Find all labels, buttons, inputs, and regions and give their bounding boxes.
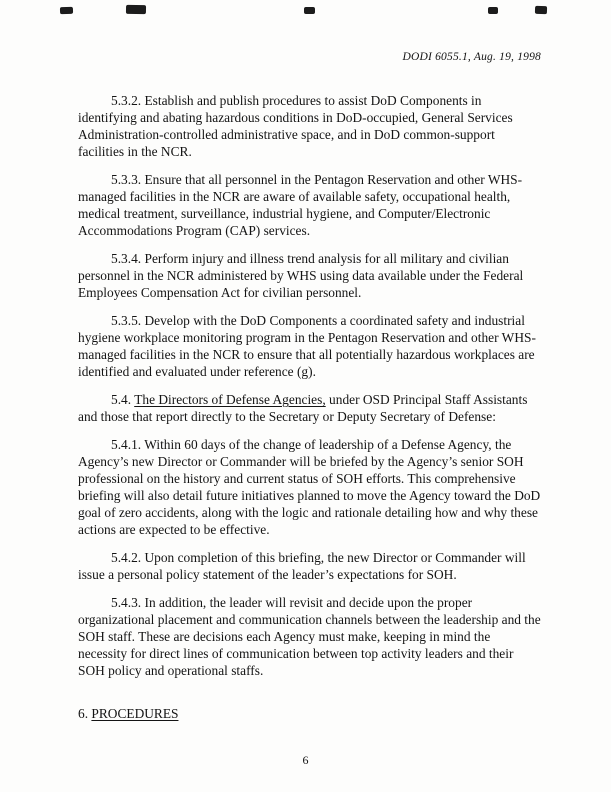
paragraph-number: 5.4.3. (111, 595, 142, 610)
paragraph-text: In addition, the leader will revisit and decide upon the proper organizational placement and communication channels between the leadership and the SOH staff. These are decisions each Agency must make, keeping in mind the necessity for direct lines of communication between top activity leaders and their SOH policy and operational staffs. (78, 595, 541, 678)
paragraph-5-4-1 (78, 436, 542, 538)
paragraph-5-3-2 (78, 92, 542, 160)
scan-artifact (60, 7, 73, 14)
paragraph-number: 5.3.5. (111, 313, 142, 328)
paragraph-5-4-3 (78, 594, 542, 679)
paragraph-number: 5.4. (111, 392, 132, 407)
paragraph-5-4 (78, 391, 542, 425)
paragraph-number: 5.4.2. (111, 550, 142, 565)
scan-artifact (488, 7, 498, 14)
paragraph-text: Within 60 days of the change of leadership of a Defense Agency, the Agency’s new Director or Commander will be briefed by the Agency’s senior SOH professional on the history and current status of SOH efforts. This comprehensive briefing will also detail future initiatives planned to move the Agency toward the DoD goal of zero accidents, along with the logic and rationale detailing how and why these actions are expected to be effective. (78, 437, 541, 537)
paragraph-text: Ensure that all personnel in the Pentagon Reservation and other WHS-managed facilities in the NCR are aware of available safety, occupational health, medical treatment, surveillance, industrial hygiene, and Computer/Electronic Accommodations Program (CAP) services. (78, 172, 523, 238)
paragraph-text: Develop with the DoD Components a coordinated safety and industrial hygiene workplace monitoring program in the Pentagon Reservation and other WHS-managed facilities in the NCR to ensure that all potentially hazardous workplaces are identified and evaluated under reference (g). (78, 313, 536, 379)
paragraph-5-3-5 (78, 312, 542, 380)
paragraph-number: 5.3.3. (111, 172, 142, 187)
paragraph-underlined: PROCEDURES (91, 706, 179, 721)
paragraph-5-4-2 (78, 549, 542, 583)
paragraph-number: 5.3.4. (111, 251, 142, 266)
paragraph-number: 5.4.1. (111, 437, 142, 452)
paragraph-number: 6. (78, 706, 89, 721)
paragraph-underlined: The Directors of Defense Agencies, (134, 392, 326, 407)
paragraph-text: Upon completion of this briefing, the new Director or Commander will issue a personal policy statement of the leader’s expectations for SOH. (78, 550, 526, 582)
paragraph-text: under OSD Principal Staff Assistants and those that report directly to the Secretary or Deputy Secretary of Defense: (78, 392, 528, 424)
scan-artifact (126, 5, 146, 14)
paragraph-5-3-4 (78, 250, 542, 301)
paragraph-text: Perform injury and illness trend analysis for all military and civilian personnel in the NCR administered by WHS using data available under the Federal Employees Compensation Act for civilian personnel. (78, 251, 524, 300)
document-body (78, 92, 542, 733)
section-heading-procedures (78, 705, 542, 722)
scan-artifact (304, 7, 315, 14)
document-header: DODI 6055.1, Aug. 19, 1998 (402, 51, 541, 63)
scan-artifact (535, 6, 547, 14)
paragraph-5-3-3 (78, 171, 542, 239)
paragraph-number: 5.3.2. (111, 93, 142, 108)
paragraph-text: Establish and publish procedures to assist DoD Components in identifying and abating hazardous conditions in DoD-occupied, General Services Administration-controlled administrative space, and in DoD common-support facilities in the NCR. (78, 93, 513, 159)
page-number: 6 (302, 753, 309, 767)
